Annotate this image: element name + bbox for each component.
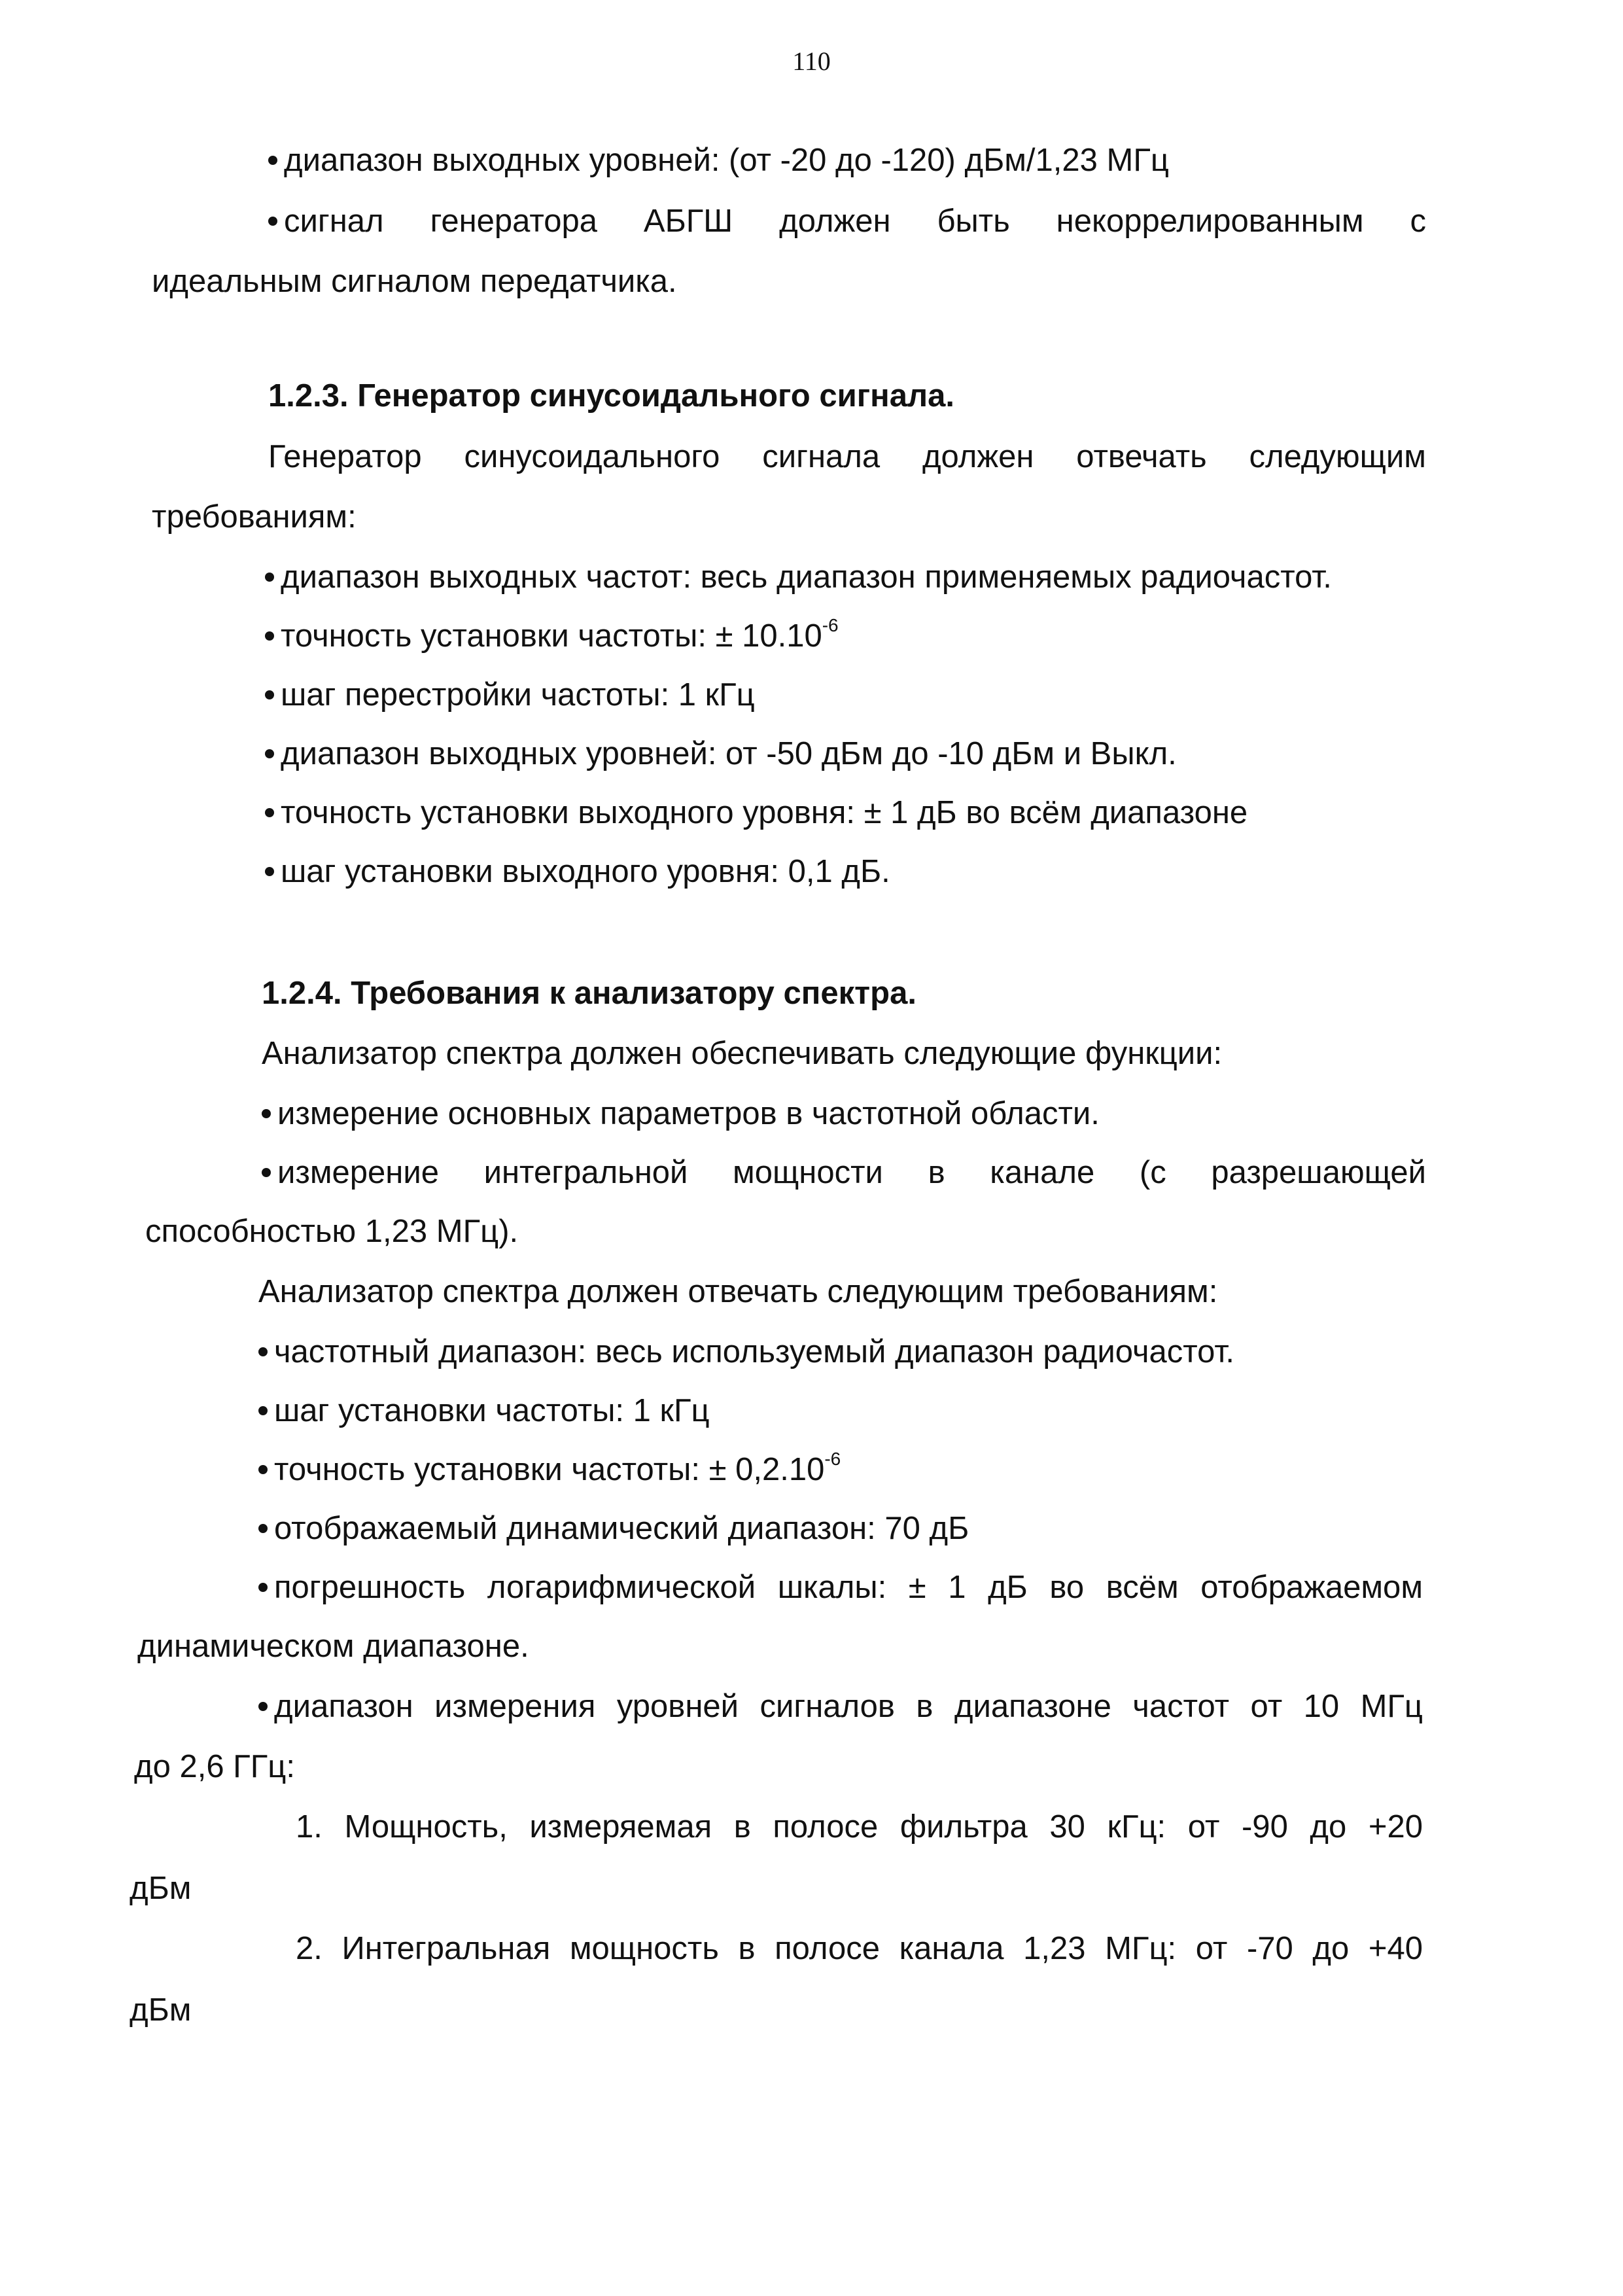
bullet-icon: [265, 631, 274, 641]
list-item: диапазон выходных частот: весь диапазон применяемых радиочастот.: [265, 557, 1332, 597]
bullet-icon: [265, 749, 274, 758]
bullet-icon: [258, 1702, 268, 1711]
bullet-icon: [262, 1109, 271, 1118]
section-heading-124: 1.2.4. Требования к анализатору спектра.: [262, 976, 916, 1011]
numbered-item-continuation: дБм: [130, 1871, 192, 1906]
bullet-icon: [258, 1524, 268, 1533]
bullet-icon: [258, 1583, 268, 1592]
list-item: диапазон выходных уровней: от -50 дБм до -10 дБм и Выкл.: [265, 734, 1177, 773]
numbered-item: 1. Мощность, измеряемая в полосе фильтра 30 кГц: от -90 до +20: [296, 1809, 1423, 1845]
bullet-icon: [265, 867, 274, 876]
paragraph: Генератор синусоидального сигнала должен отвечать следующим: [268, 439, 1426, 474]
list-item: шаг установки частоты: 1 кГц: [258, 1391, 710, 1430]
bullet-icon: [258, 1406, 268, 1415]
list-item-continuation: идеальным сигналом передатчика.: [152, 264, 677, 299]
bullet-icon: [265, 690, 274, 699]
list-item: точность установки выходного уровня: ± 1 дБ во всём диапазоне: [265, 793, 1248, 832]
bullet-icon: [265, 808, 274, 817]
paragraph: Анализатор спектра должен отвечать следующим требованиям:: [258, 1274, 1218, 1309]
list-item: измерение основных параметров в частотной области.: [262, 1094, 1100, 1133]
list-item: шаг перестройки частоты: 1 кГц: [265, 675, 755, 715]
numbered-item: 2. Интегральная мощность в полосе канала 1,23 МГц: от -70 до +40: [296, 1931, 1423, 1966]
list-item: сигнал генератора АБГШ должен быть некоррелированным с: [268, 202, 1426, 241]
bullet-icon: [258, 1347, 268, 1356]
list-item-continuation: динамическом диапазоне.: [137, 1629, 529, 1664]
list-item: шаг установки выходного уровня: 0,1 дБ.: [265, 852, 890, 891]
paragraph: Анализатор спектра должен обеспечивать следующие функции:: [262, 1036, 1223, 1071]
paragraph: требованиям:: [152, 499, 357, 535]
numbered-item-continuation: дБм: [130, 1992, 192, 2028]
page-number: 110: [792, 46, 831, 76]
list-item: точность установки частоты: ± $0,2.10^{-6}$: [258, 1450, 841, 1489]
bullet-icon: [258, 1465, 268, 1474]
list-item-continuation: до 2,6 ГГц:: [134, 1749, 295, 1784]
section-heading-123: 1.2.3. Генератор синусоидального сигнала.: [268, 378, 954, 414]
list-item: измерение интегральной мощности в канале (с разрешающей: [262, 1153, 1426, 1192]
bullet-icon: [262, 1168, 271, 1177]
list-item: погрешность логарифмической шкалы: ± 1 дБ во всём отображаемом: [258, 1568, 1423, 1607]
bullet-icon: [268, 156, 277, 165]
list-item: точность установки частоты: ± $10.10^{-6}$: [265, 616, 839, 656]
list-item: частотный диапазон: весь используемый диапазон радиочастот.: [258, 1332, 1234, 1371]
list-item: диапазон измерения уровней сигналов в диапазоне частот от 10 МГц: [258, 1687, 1423, 1726]
bullet-icon: [268, 217, 277, 226]
bullet-icon: [265, 573, 274, 582]
list-item-continuation: способностью 1,23 МГц).: [145, 1214, 519, 1249]
list-item: диапазон выходных уровней: (от -20 до -120) дБм/1,23 МГц: [268, 141, 1169, 180]
list-item: отображаемый динамический диапазон: 70 дБ: [258, 1509, 969, 1548]
